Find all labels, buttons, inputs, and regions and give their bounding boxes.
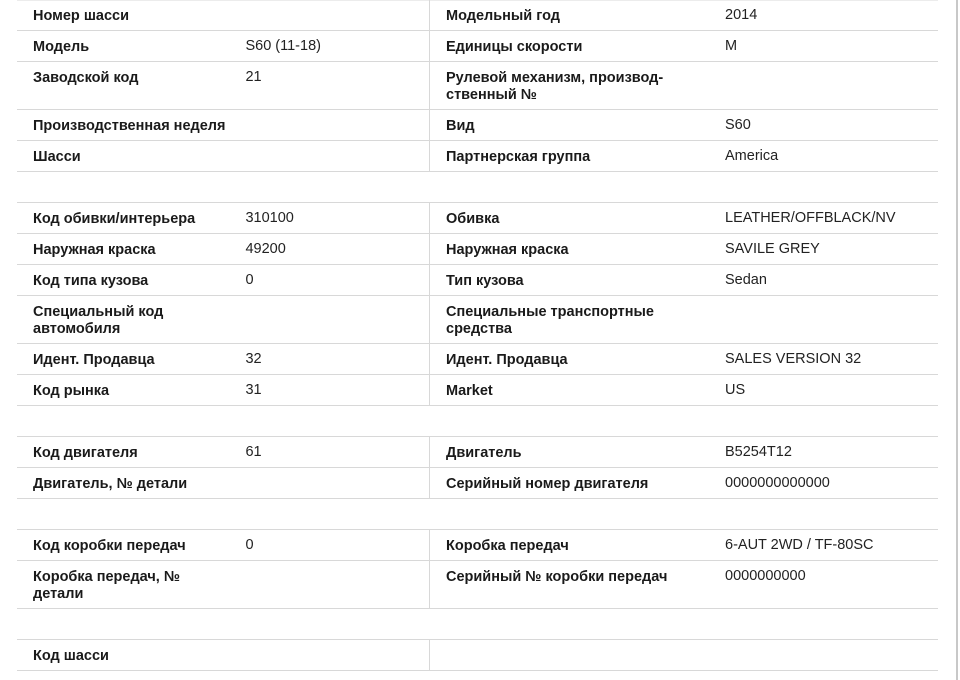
field-label: Серийный № коробки передач — [446, 569, 668, 585]
table-row — [17, 234, 938, 265]
field-value: S60 — [725, 117, 751, 133]
field-value — [725, 640, 938, 670]
field-value: S60 (11-18) — [245, 38, 321, 54]
right-cell-group — [430, 561, 938, 608]
field-label: Рулевой механизм, производ- ственный № — [446, 70, 664, 103]
field-label: Вид — [446, 118, 475, 134]
field-value: 0000000000000 — [725, 475, 830, 491]
section-gap — [17, 172, 938, 203]
field-value: 6-AUT 2WD / TF-80SC — [725, 537, 874, 553]
table-row — [17, 344, 938, 375]
field-label: Партнерская группа — [446, 149, 591, 165]
table-row — [17, 110, 938, 141]
field-label: Наружная краска — [33, 242, 156, 258]
left-cell-group — [17, 561, 430, 608]
field-value: 0000000000 — [725, 568, 806, 584]
left-cell-group — [17, 203, 430, 233]
left-cell-group — [17, 468, 430, 498]
field-value: 0 — [245, 537, 254, 553]
field-value: 49200 — [245, 241, 286, 257]
right-cell-group — [430, 62, 938, 109]
section-gap — [17, 406, 938, 437]
field-label: Обивка — [446, 211, 500, 227]
field-value: US — [725, 382, 746, 398]
right-cell-group — [430, 375, 938, 405]
field-value — [725, 62, 938, 109]
field-value: M — [725, 38, 738, 54]
field-label: Коробка передач, № детали — [33, 569, 181, 602]
field-label: Модельный год — [446, 8, 560, 24]
field-value: 2014 — [725, 7, 758, 23]
left-cell-group — [17, 344, 430, 374]
field-value — [725, 296, 938, 343]
field-label: Шасси — [33, 149, 81, 165]
field-value — [245, 141, 429, 171]
vehicle-spec-table — [17, 0, 938, 671]
field-label: Двигатель, № детали — [33, 476, 188, 492]
field-value: 21 — [245, 69, 262, 85]
right-cell-group — [430, 530, 938, 560]
right-cell-group — [430, 141, 938, 171]
field-value: Sedan — [725, 272, 767, 288]
left-cell-group — [17, 530, 430, 560]
table-row — [17, 0, 938, 31]
field-label: Специальный код автомобиля — [33, 304, 164, 337]
field-label: Номер шасси — [33, 8, 130, 24]
field-value: B5254T12 — [725, 444, 792, 460]
right-cell-group — [430, 344, 938, 374]
field-value: SAVILE GREY — [725, 241, 820, 257]
field-label: Коробка передач — [446, 538, 569, 554]
field-label: Идент. Продавца — [446, 352, 568, 368]
field-label: Код рынка — [33, 383, 110, 399]
section-gap — [17, 499, 938, 530]
field-value: 32 — [245, 351, 262, 367]
field-label: Производственная неделя — [33, 118, 226, 134]
field-label: Модель — [33, 39, 90, 55]
left-cell-group — [17, 141, 430, 171]
field-label: Идент. Продавца — [33, 352, 155, 368]
field-label: Market — [446, 383, 493, 399]
field-value: America — [725, 148, 779, 164]
field-value: LEATHER/OFFBLACK/NV — [725, 210, 896, 226]
field-value: 310100 — [245, 210, 294, 226]
field-value — [245, 640, 429, 670]
section-gap — [17, 609, 938, 640]
field-value — [245, 561, 429, 608]
left-cell-group — [17, 375, 430, 405]
right-cell-group — [430, 265, 938, 295]
field-value — [245, 296, 429, 343]
left-cell-group — [17, 234, 430, 264]
left-cell-group — [17, 31, 430, 61]
right-cell-group — [430, 468, 938, 498]
field-label — [430, 640, 725, 670]
field-label: Код двигателя — [33, 445, 138, 461]
table-row — [17, 141, 938, 172]
field-value — [245, 110, 429, 140]
field-value: 31 — [245, 382, 262, 398]
left-cell-group — [17, 0, 430, 30]
left-cell-group — [17, 62, 430, 109]
right-cell-group — [430, 203, 938, 233]
field-label: Специальные транспортные средства — [446, 304, 654, 337]
field-label: Код типа кузова — [33, 273, 149, 289]
table-row — [17, 203, 938, 234]
table-row — [17, 530, 938, 561]
field-label: Серийный номер двигателя — [446, 476, 649, 492]
field-value — [245, 0, 429, 30]
table-row — [17, 468, 938, 499]
left-cell-group — [17, 110, 430, 140]
right-cell-group — [430, 437, 938, 467]
field-value: SALES VERSION 32 — [725, 351, 862, 367]
right-cell-group — [430, 110, 938, 140]
field-label: Код шасси — [33, 648, 109, 664]
right-cell-group — [430, 640, 938, 670]
right-cell-group — [430, 234, 938, 264]
field-value: 61 — [245, 444, 262, 460]
field-label: Единицы скорости — [446, 39, 583, 55]
left-cell-group — [17, 640, 430, 670]
table-row — [17, 62, 938, 110]
field-label: Двигатель — [446, 445, 522, 461]
table-row — [17, 296, 938, 344]
left-cell-group — [17, 265, 430, 295]
right-cell-group — [430, 296, 938, 343]
right-cell-group — [430, 0, 938, 30]
right-cell-group — [430, 31, 938, 61]
table-row — [17, 375, 938, 406]
table-row — [17, 31, 938, 62]
table-row — [17, 437, 938, 468]
field-value: 0 — [245, 272, 254, 288]
field-label: Код обивки/интерьера — [33, 211, 196, 227]
field-label: Тип кузова — [446, 273, 524, 289]
table-row — [17, 640, 938, 671]
window-right-edge — [956, 0, 958, 680]
left-cell-group — [17, 437, 430, 467]
field-label: Заводской код — [33, 70, 139, 86]
table-row — [17, 561, 938, 609]
table-row — [17, 265, 938, 296]
field-label: Код коробки передач — [33, 538, 186, 554]
field-label: Наружная краска — [446, 242, 569, 258]
field-value — [245, 468, 429, 498]
left-cell-group — [17, 296, 430, 343]
